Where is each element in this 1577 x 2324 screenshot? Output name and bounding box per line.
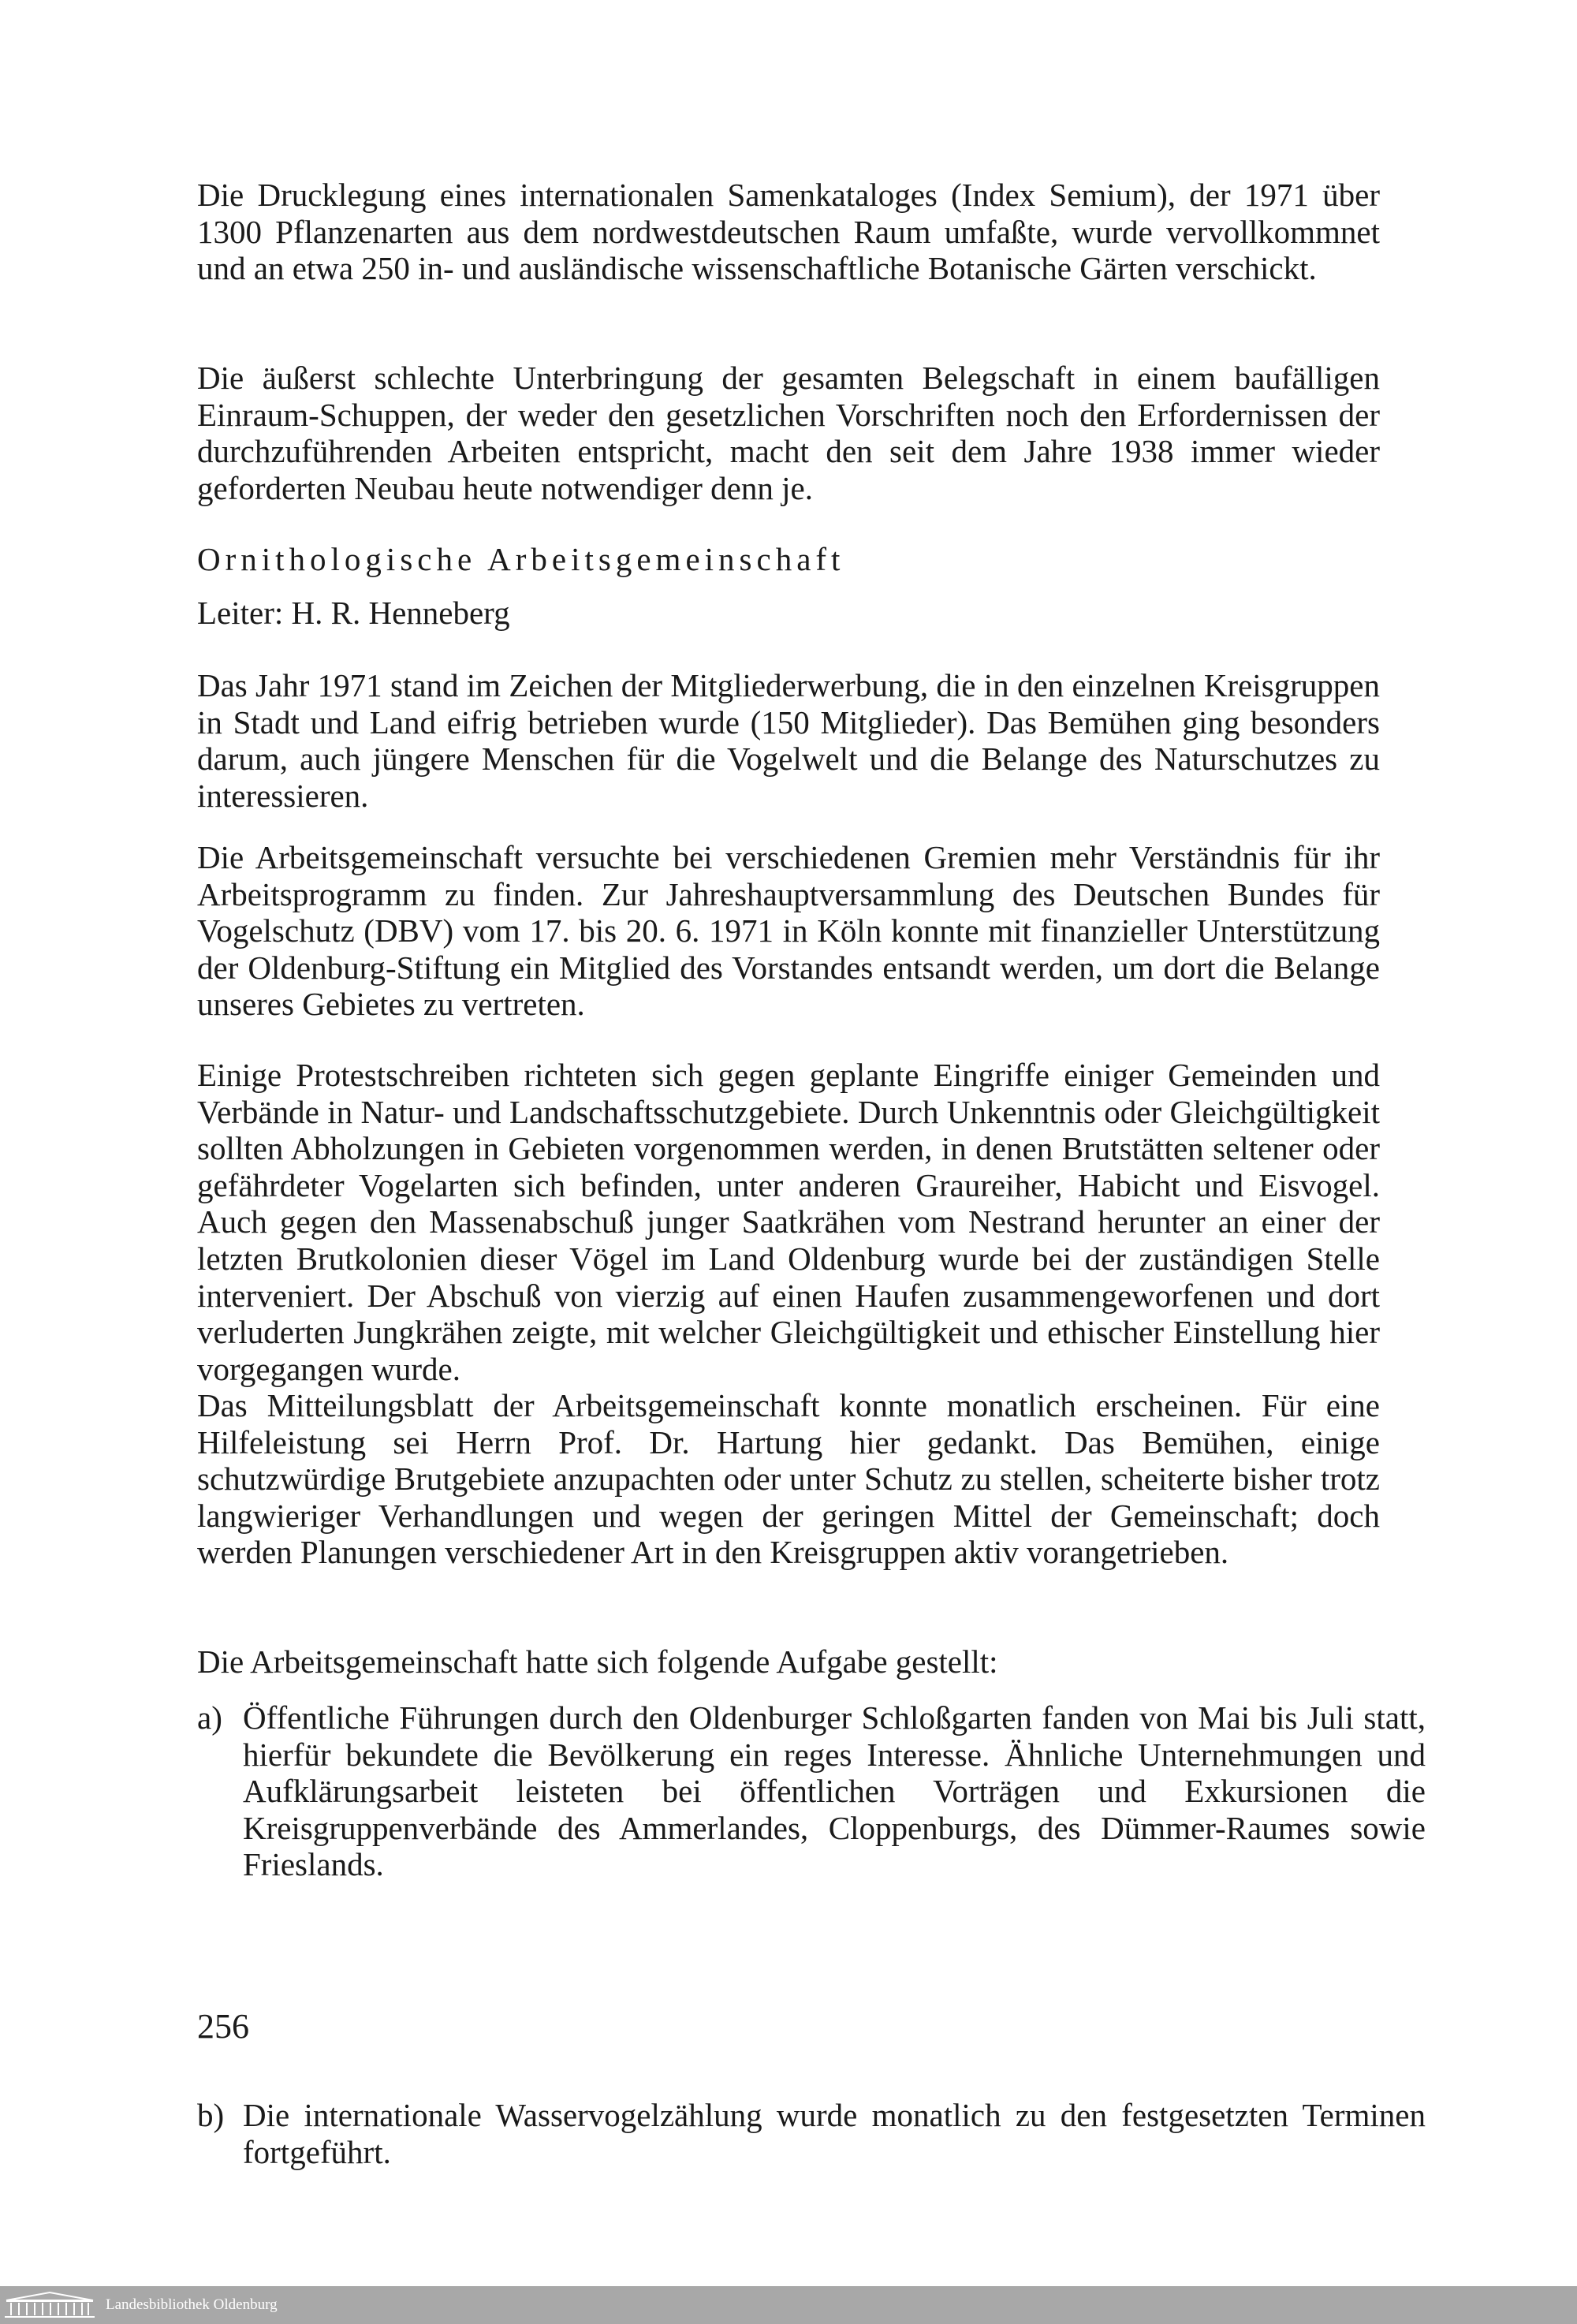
- section-heading: Ornithologische Arbeitsgemeinschaft: [197, 541, 845, 577]
- paragraph-seed-catalogue: Die Drucklegung eines internationalen Samenkataloges (Index Semium), der 1971 über 1300 Pflanzenarten aus dem nordwestdeutschen Raum umfaßte, wurde vervollkommnet und an etwa 250 in- und ausländische wissenschaftliche Botanische Gärten verschickt.: [197, 177, 1380, 287]
- list-item: [197, 2097, 1426, 2170]
- list-item: [197, 1699, 1426, 1883]
- paragraph-protests: Einige Protestschreiben richteten sich gegen geplante Eingriffe einiger Gemeinden und Verbände in Natur- und Landschaftsschutzgebiete. Durch Unkenntnis oder Gleichgültigkeit sollten Abholzungen in Gebieten vorgenommen werden, in denen Brutstätten seltener oder gefährdeter Vogelarten sich befinden, unter anderen Graureiher, Habicht und Eisvogel. Auch gegen den Massenabschuß junger Saatkrähen vom Nestrand herunter an einer der letzten Brutkolonien dieser Vögel im Land Oldenburg wurde bei der zuständigen Stelle interveniert. Der Abschuß von vierzig auf einen Haufen zusammengeworfenen und dort verluderten Jungkrähen zeigte, mit welcher Gleichgültigkeit und ethischer Einstellung hier vorgegangen wurde.: [197, 1057, 1380, 1387]
- paragraph-membership: Das Jahr 1971 stand im Zeichen der Mitgliederwerbung, die in den einzelnen Kreisgruppen in Stadt und Land eifrig betrieben wurde (150 Mitglieder). Das Bemühen ging besonders darum, auch jüngere Menschen für die Vogelwelt und die Belange des Naturschutzes zu interessieren.: [197, 667, 1380, 814]
- footer-bar: [0, 2286, 1577, 2324]
- page-number: 256: [197, 2007, 249, 2046]
- paragraph-dbv-meeting: Die Arbeitsgemeinschaft versuchte bei verschiedenen Gremien mehr Verständnis für ihr Arbeitsprogramm zu finden. Zur Jahreshauptversammlung des Deutschen Bundes für Vogelschutz (DBV) vom 17. bis 20. 6. 1971 in Köln konnte mit finanzieller Unterstützung der Oldenburg-Stiftung ein Mitglied des Vorstandes entsandt werden, um dort die Belange unseres Gebietes zu vertreten.: [197, 839, 1380, 1023]
- paragraph-tasks-intro: Die Arbeitsgemeinschaft hatte sich folgende Aufgabe gestellt:: [197, 1643, 998, 1680]
- list-item-text: Öffentliche Führungen durch den Oldenburger Schloßgarten fanden von Mai bis Juli statt, hierfür bekundete die Bevölkerung ein reges Interesse. Ähnliche Unternehmungen und Aufklärungsarbeit leisteten bei öffentlichen Vorträgen und Exkursionen die Kreisgruppenverbände des Ammerlandes, Cloppenburgs, des Dümmer-Raumes sowie Frieslands.: [243, 1699, 1426, 1883]
- list-marker: a): [197, 1699, 222, 1736]
- paragraph-accommodation: Die äußerst schlechte Unterbringung der gesamten Belegschaft in einem baufälligen Einraum-Schuppen, der weder den gesetzlichen Vorschriften noch den Erfordernissen der durchzuführenden Arbeiten entspricht, macht den seit dem Jahre 1938 immer wieder geforderten Neubau heute notwendiger denn je.: [197, 360, 1380, 506]
- list-marker: b): [197, 2096, 225, 2133]
- footer-library-label: Landesbibliothek Oldenburg: [106, 2296, 278, 2313]
- library-building-icon: [3, 2291, 96, 2319]
- list-item-text: Die internationale Wasservogelzählung wurde monatlich zu den festgesetzten Terminen fortgeführt.: [243, 2096, 1426, 2170]
- section-leader: Leiter: H. R. Henneberg: [197, 595, 510, 631]
- paragraph-newsletter: Das Mitteilungsblatt der Arbeitsgemeinschaft konnte monatlich erscheinen. Für eine Hilfeleistung sei Herrn Prof. Dr. Hartung hier gedankt. Das Bemühen, einige schutzwürdige Brutgebiete anzupachten oder unter Schutz zu stellen, scheiterte bisher trotz langwieriger Verhandlungen und wegen der geringen Mittel der Gemeinschaft; doch werden Planungen verschiedener Art in den Kreisgruppen aktiv vorangetrieben.: [197, 1387, 1380, 1571]
